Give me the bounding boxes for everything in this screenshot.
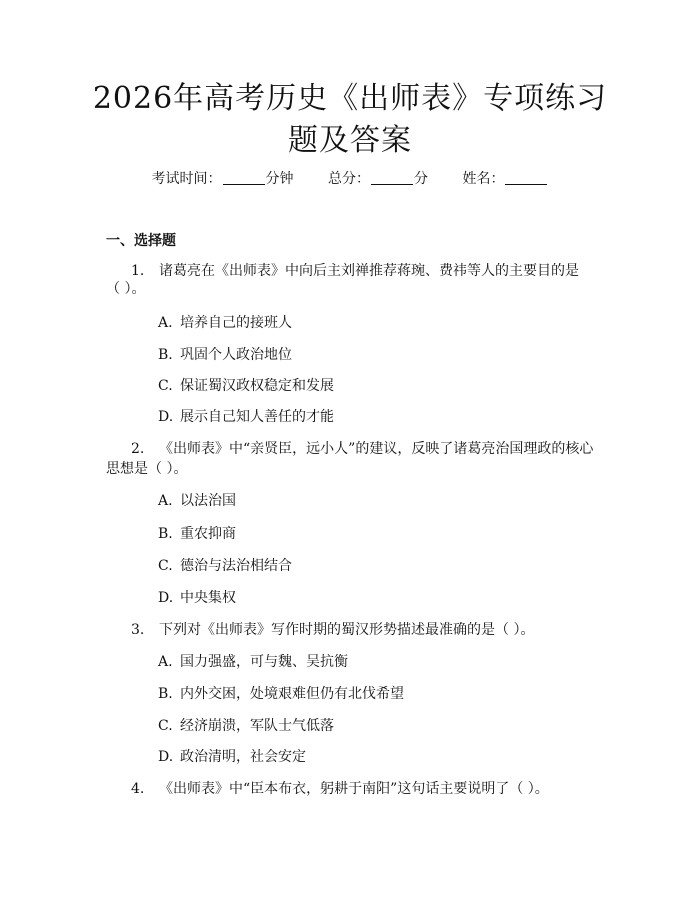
option-text: 国力强盛，可与魏、吴抗衡 [180,654,348,670]
option-letter: B. [158,526,173,542]
section-heading: 一、选择题 [106,233,176,249]
option [158,717,334,735]
option-text: 重农抑商 [180,526,236,542]
option-text: 培养自己的接班人 [180,315,292,331]
option [158,685,404,703]
question-1-continued [106,280,606,298]
exam-time-label: 考试时间： [151,171,222,187]
option [158,377,334,395]
option-letter: D. [158,749,174,765]
option-text: 保证蜀汉政权稳定和发展 [180,378,334,394]
option-letter: C. [158,378,173,394]
option-text: 以法治国 [180,493,236,509]
option [158,314,292,332]
question-number: 4. [131,781,145,797]
option-text: 中央集权 [180,590,236,606]
question-number: 3. [131,622,145,638]
question-number: 2. [131,441,145,457]
option [158,748,306,766]
question-number: 1. [131,263,145,279]
total-score-unit: 分 [414,171,428,187]
option [158,589,236,607]
question-text: 《出师表》中“臣本布衣，躬耕于南阳”这句话主要说明了（ ）。 [159,781,549,797]
question-4 [131,780,631,798]
name-label: 姓名： [462,171,505,187]
option-text: 展示自己知人善任的才能 [180,409,334,425]
option [158,653,348,671]
question-1 [131,262,631,280]
option-letter: B. [158,686,173,702]
total-score-label: 总分： [328,171,370,187]
question-2 [131,440,631,458]
total-score-field [328,171,428,187]
question-2-continued [106,460,606,478]
question-text-continued: （ ）。 [106,281,146,297]
option-letter: C. [158,718,173,734]
total-score-blank [371,170,413,185]
option-letter: A. [158,654,173,670]
name-field [462,171,548,187]
option [158,492,236,510]
option-text: 内外交困，处境艰难但仍有北伐希望 [180,686,404,702]
option-letter: D. [158,590,174,606]
page-title: 2026年高考历史《出师表》专项练习题及答案 [92,81,608,158]
question-text: 《出师表》中“亲贤臣，远小人”的建议，反映了诸葛亮治国理政的核心 [159,441,594,457]
exam-time-blank [223,170,265,185]
question-text: 下列对《出师表》写作时期的蜀汉形势描述最准确的是（ ）。 [159,622,535,638]
option-text: 巩固个人政治地位 [180,347,292,363]
option-text: 德治与法治相结合 [180,558,292,574]
option [158,525,236,543]
option-letter: B. [158,347,173,363]
option-letter: C. [158,558,173,574]
exam-meta [0,168,700,188]
name-blank [505,170,547,185]
exam-time-field [152,171,294,187]
question-3 [131,621,631,639]
question-text-continued: 思想是（ ）。 [106,461,188,477]
option-letter: A. [158,315,173,331]
option [158,557,292,575]
exam-time-unit: 分钟 [265,171,294,187]
option-letter: A. [158,493,173,509]
option-text: 经济崩溃，军队士气低落 [180,718,334,734]
option-text: 政治清明，社会安定 [180,749,306,765]
question-text: 诸葛亮在《出师表》中向后主刘禅推荐蒋琬、费祎等人的主要目的是 [159,263,579,279]
option [158,346,292,364]
option [158,408,334,426]
option-letter: D. [158,409,174,425]
